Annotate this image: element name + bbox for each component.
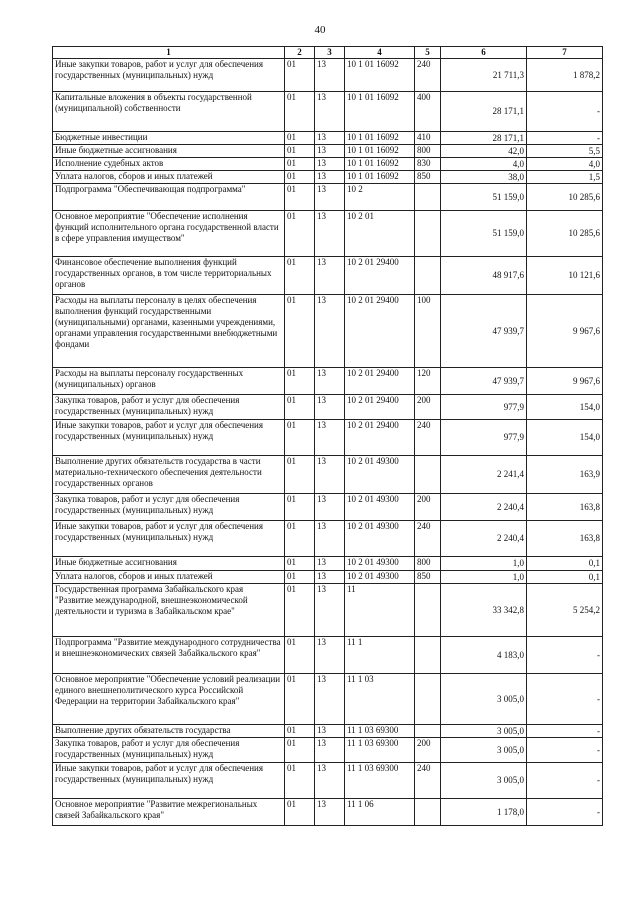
amount-plan: 38,0 xyxy=(441,171,527,184)
row-name: Расходы на выплаты персоналу государственных (муниципальных) органов xyxy=(53,368,285,395)
amount-plan: 3 005,0 xyxy=(441,674,527,725)
amount-actual: 0,1 xyxy=(527,557,603,571)
table-row xyxy=(53,158,603,171)
row-name: Закупка товаров, работ и услуг для обеспечения государственных (муниципальных) нужд xyxy=(53,738,285,763)
amount-actual: 154,0 xyxy=(527,395,603,420)
row-name: Иные бюджетные ассигнования xyxy=(53,557,285,571)
amount-plan: 3 005,0 xyxy=(441,738,527,763)
code-expense-type: 800 xyxy=(415,557,441,571)
row-name: Основное мероприятие "Обеспечение условий реализации единого внешнеполитического курса Российской Федерации на территории Забайкальского края" xyxy=(53,674,285,725)
table-row xyxy=(53,674,603,725)
code-target: 10 2 01 49300 xyxy=(345,494,415,521)
amount-plan: 1,0 xyxy=(441,571,527,584)
code-target: 10 2 01 49300 xyxy=(345,571,415,584)
code-subsection: 13 xyxy=(315,637,345,674)
code-expense-type: 240 xyxy=(415,763,441,799)
amount-actual: 9 967,6 xyxy=(527,295,603,368)
code-target: 10 1 01 16092 xyxy=(345,171,415,184)
table-row xyxy=(53,171,603,184)
code-target: 10 1 01 16092 xyxy=(345,158,415,171)
table-row xyxy=(53,395,603,420)
code-subsection: 13 xyxy=(315,420,345,456)
code-section: 01 xyxy=(285,494,315,521)
code-target: 10 1 01 16092 xyxy=(345,132,415,145)
amount-plan: 28 171,1 xyxy=(441,132,527,145)
code-section: 01 xyxy=(285,295,315,368)
code-subsection: 13 xyxy=(315,171,345,184)
code-section: 01 xyxy=(285,763,315,799)
table-row xyxy=(53,184,603,211)
amount-plan: 4 183,0 xyxy=(441,637,527,674)
budget-table xyxy=(52,46,603,826)
code-section: 01 xyxy=(285,158,315,171)
code-expense-type: 100 xyxy=(415,295,441,368)
code-target: 10 1 01 16092 xyxy=(345,92,415,132)
row-name: Исполнение судебных актов xyxy=(53,158,285,171)
amount-actual: 0,1 xyxy=(527,571,603,584)
code-expense-type: 200 xyxy=(415,395,441,420)
table-row xyxy=(53,456,603,494)
code-subsection: 13 xyxy=(315,368,345,395)
code-target: 10 1 01 16092 xyxy=(345,59,415,92)
row-name: Государственная программа Забайкальского края "Развитие международной, внешнеэкономической деятельности и туризма в Забайкальском крае" xyxy=(53,584,285,637)
amount-plan: 2 240,4 xyxy=(441,494,527,521)
code-subsection: 13 xyxy=(315,59,345,92)
row-name: Выполнение других обязательств государства в части материально-технического обеспечения деятельности государственных органов xyxy=(53,456,285,494)
code-expense-type xyxy=(415,799,441,826)
code-section: 01 xyxy=(285,92,315,132)
code-expense-type xyxy=(415,456,441,494)
code-subsection: 13 xyxy=(315,92,345,132)
column-header: 5 xyxy=(415,47,441,59)
column-header: 2 xyxy=(285,47,315,59)
amount-actual: - xyxy=(527,132,603,145)
code-target: 10 2 01 xyxy=(345,211,415,257)
amount-actual: 163,9 xyxy=(527,456,603,494)
code-expense-type: 410 xyxy=(415,132,441,145)
code-target: 11 1 03 69300 xyxy=(345,725,415,738)
table-row xyxy=(53,571,603,584)
amount-actual: 5,5 xyxy=(527,145,603,158)
code-section: 01 xyxy=(285,725,315,738)
column-header: 4 xyxy=(345,47,415,59)
code-subsection: 13 xyxy=(315,799,345,826)
amount-plan: 977,9 xyxy=(441,395,527,420)
table-row xyxy=(53,799,603,826)
amount-actual: 5 254,2 xyxy=(527,584,603,637)
code-subsection: 13 xyxy=(315,674,345,725)
amount-plan: 3 005,0 xyxy=(441,725,527,738)
code-expense-type: 830 xyxy=(415,158,441,171)
code-target: 11 1 03 69300 xyxy=(345,738,415,763)
amount-actual: - xyxy=(527,637,603,674)
code-target: 10 2 01 29400 xyxy=(345,257,415,295)
code-section: 01 xyxy=(285,456,315,494)
amount-actual: 163,8 xyxy=(527,521,603,557)
code-subsection: 13 xyxy=(315,295,345,368)
code-section: 01 xyxy=(285,132,315,145)
column-header: 6 xyxy=(441,47,527,59)
table-row xyxy=(53,763,603,799)
row-name: Выполнение других обязательств государства xyxy=(53,725,285,738)
code-target: 11 1 06 xyxy=(345,799,415,826)
code-subsection: 13 xyxy=(315,557,345,571)
table-row xyxy=(53,257,603,295)
amount-actual: 10 285,6 xyxy=(527,211,603,257)
code-section: 01 xyxy=(285,637,315,674)
code-target: 10 2 01 49300 xyxy=(345,456,415,494)
code-expense-type: 200 xyxy=(415,738,441,763)
code-expense-type: 240 xyxy=(415,420,441,456)
code-expense-type xyxy=(415,725,441,738)
row-name: Уплата налогов, сборов и иных платежей xyxy=(53,171,285,184)
column-header: 1 xyxy=(53,47,285,59)
amount-actual: - xyxy=(527,763,603,799)
amount-plan: 2 241,4 xyxy=(441,456,527,494)
row-name: Расходы на выплаты персоналу в целях обеспечения выполнения функций государственными (муниципальными) органами, казенными учреждениями, органами управления государственными внебюджетными фондами xyxy=(53,295,285,368)
amount-plan: 4,0 xyxy=(441,158,527,171)
row-name: Подпрограмма "Обеспечивающая подпрограмма" xyxy=(53,184,285,211)
code-section: 01 xyxy=(285,211,315,257)
code-subsection: 13 xyxy=(315,145,345,158)
table-row xyxy=(53,368,603,395)
code-section: 01 xyxy=(285,368,315,395)
row-name: Закупка товаров, работ и услуг для обеспечения государственных (муниципальных) нужд xyxy=(53,494,285,521)
row-name: Уплата налогов, сборов и иных платежей xyxy=(53,571,285,584)
code-target: 10 2 01 29400 xyxy=(345,368,415,395)
code-expense-type xyxy=(415,184,441,211)
amount-actual: - xyxy=(527,92,603,132)
code-expense-type xyxy=(415,257,441,295)
row-name: Бюджетные инвестиции xyxy=(53,132,285,145)
amount-actual: 9 967,6 xyxy=(527,368,603,395)
code-target: 11 xyxy=(345,584,415,637)
amount-actual: - xyxy=(527,799,603,826)
row-name: Капитальные вложения в объекты государственной (муниципальной) собственности xyxy=(53,92,285,132)
amount-actual: 1 878,2 xyxy=(527,59,603,92)
code-expense-type: 240 xyxy=(415,59,441,92)
amount-plan: 3 005,0 xyxy=(441,763,527,799)
code-subsection: 13 xyxy=(315,257,345,295)
code-expense-type: 200 xyxy=(415,494,441,521)
page-number: 40 xyxy=(314,24,326,36)
code-section: 01 xyxy=(285,420,315,456)
code-expense-type xyxy=(415,674,441,725)
code-subsection: 13 xyxy=(315,456,345,494)
code-section: 01 xyxy=(285,799,315,826)
table-row xyxy=(53,521,603,557)
row-name: Иные закупки товаров, работ и услуг для обеспечения государственных (муниципальных) нужд xyxy=(53,420,285,456)
code-target: 11 1 03 xyxy=(345,674,415,725)
code-target: 11 1 03 69300 xyxy=(345,763,415,799)
code-target: 10 2 01 29400 xyxy=(345,395,415,420)
code-section: 01 xyxy=(285,171,315,184)
code-expense-type: 850 xyxy=(415,571,441,584)
code-section: 01 xyxy=(285,184,315,211)
code-expense-type: 850 xyxy=(415,171,441,184)
amount-plan: 33 342,8 xyxy=(441,584,527,637)
amount-plan: 51 159,0 xyxy=(441,184,527,211)
amount-plan: 51 159,0 xyxy=(441,211,527,257)
row-name: Иные закупки товаров, работ и услуг для обеспечения государственных (муниципальных) нужд xyxy=(53,59,285,92)
row-name: Иные закупки товаров, работ и услуг для обеспечения государственных (муниципальных) нужд xyxy=(53,521,285,557)
amount-plan: 977,9 xyxy=(441,420,527,456)
table-row xyxy=(53,295,603,368)
code-section: 01 xyxy=(285,59,315,92)
amount-actual: - xyxy=(527,738,603,763)
amount-plan: 28 171,1 xyxy=(441,92,527,132)
table-row xyxy=(53,738,603,763)
code-subsection: 13 xyxy=(315,571,345,584)
code-section: 01 xyxy=(285,521,315,557)
amount-plan: 1,0 xyxy=(441,557,527,571)
code-subsection: 13 xyxy=(315,521,345,557)
amount-plan: 1 178,0 xyxy=(441,799,527,826)
table-row xyxy=(53,584,603,637)
code-subsection: 13 xyxy=(315,763,345,799)
code-target: 10 2 01 29400 xyxy=(345,295,415,368)
amount-actual: 1,5 xyxy=(527,171,603,184)
row-name: Иные закупки товаров, работ и услуг для обеспечения государственных (муниципальных) нужд xyxy=(53,763,285,799)
table-row xyxy=(53,725,603,738)
code-subsection: 13 xyxy=(315,494,345,521)
code-subsection: 13 xyxy=(315,738,345,763)
amount-plan: 2 240,4 xyxy=(441,521,527,557)
amount-plan: 48 917,6 xyxy=(441,257,527,295)
amount-actual: 4,0 xyxy=(527,158,603,171)
code-subsection: 13 xyxy=(315,725,345,738)
code-expense-type: 240 xyxy=(415,521,441,557)
code-subsection: 13 xyxy=(315,211,345,257)
row-name: Основное мероприятие "Обеспечение исполнения функций исполнительного органа государственной власти в сфере управления имуществом" xyxy=(53,211,285,257)
amount-actual: - xyxy=(527,674,603,725)
code-section: 01 xyxy=(285,257,315,295)
row-name: Финансовое обеспечение выполнения функций государственных органов, в том числе территориальных органов xyxy=(53,257,285,295)
amount-actual: 154,0 xyxy=(527,420,603,456)
code-section: 01 xyxy=(285,584,315,637)
row-name: Основное мероприятие "Развитие межрегиональных связей Забайкальского края" xyxy=(53,799,285,826)
code-target: 10 2 01 49300 xyxy=(345,521,415,557)
code-section: 01 xyxy=(285,571,315,584)
code-expense-type xyxy=(415,584,441,637)
amount-plan: 21 711,3 xyxy=(441,59,527,92)
amount-actual: 10 285,6 xyxy=(527,184,603,211)
table-row xyxy=(53,59,603,92)
column-header: 7 xyxy=(527,47,603,59)
code-section: 01 xyxy=(285,395,315,420)
table-row xyxy=(53,92,603,132)
code-section: 01 xyxy=(285,145,315,158)
row-name: Закупка товаров, работ и услуг для обеспечения государственных (муниципальных) нужд xyxy=(53,395,285,420)
table-row xyxy=(53,494,603,521)
amount-plan: 47 939,7 xyxy=(441,295,527,368)
code-target: 10 1 01 16092 xyxy=(345,145,415,158)
table-row xyxy=(53,211,603,257)
code-section: 01 xyxy=(285,557,315,571)
code-section: 01 xyxy=(285,674,315,725)
code-section: 01 xyxy=(285,738,315,763)
header-row xyxy=(53,47,603,59)
amount-plan: 47 939,7 xyxy=(441,368,527,395)
code-expense-type: 800 xyxy=(415,145,441,158)
code-target: 11 1 xyxy=(345,637,415,674)
table-row xyxy=(53,420,603,456)
code-expense-type: 120 xyxy=(415,368,441,395)
amount-plan: 42,0 xyxy=(441,145,527,158)
row-name: Подпрограмма "Развитие международного сотрудничества и внешнеэкономических связей Забайкальского края" xyxy=(53,637,285,674)
amount-actual: 163,8 xyxy=(527,494,603,521)
code-subsection: 13 xyxy=(315,184,345,211)
code-expense-type xyxy=(415,211,441,257)
code-target: 10 2 01 29400 xyxy=(345,420,415,456)
code-subsection: 13 xyxy=(315,584,345,637)
table-row xyxy=(53,557,603,571)
code-subsection: 13 xyxy=(315,132,345,145)
code-expense-type: 400 xyxy=(415,92,441,132)
code-subsection: 13 xyxy=(315,158,345,171)
column-header: 3 xyxy=(315,47,345,59)
code-subsection: 13 xyxy=(315,395,345,420)
code-target: 10 2 xyxy=(345,184,415,211)
table-row xyxy=(53,132,603,145)
row-name: Иные бюджетные ассигнования xyxy=(53,145,285,158)
amount-actual: 10 121,6 xyxy=(527,257,603,295)
amount-actual: - xyxy=(527,725,603,738)
table-row xyxy=(53,145,603,158)
table-row xyxy=(53,637,603,674)
code-target: 10 2 01 49300 xyxy=(345,557,415,571)
code-expense-type xyxy=(415,637,441,674)
